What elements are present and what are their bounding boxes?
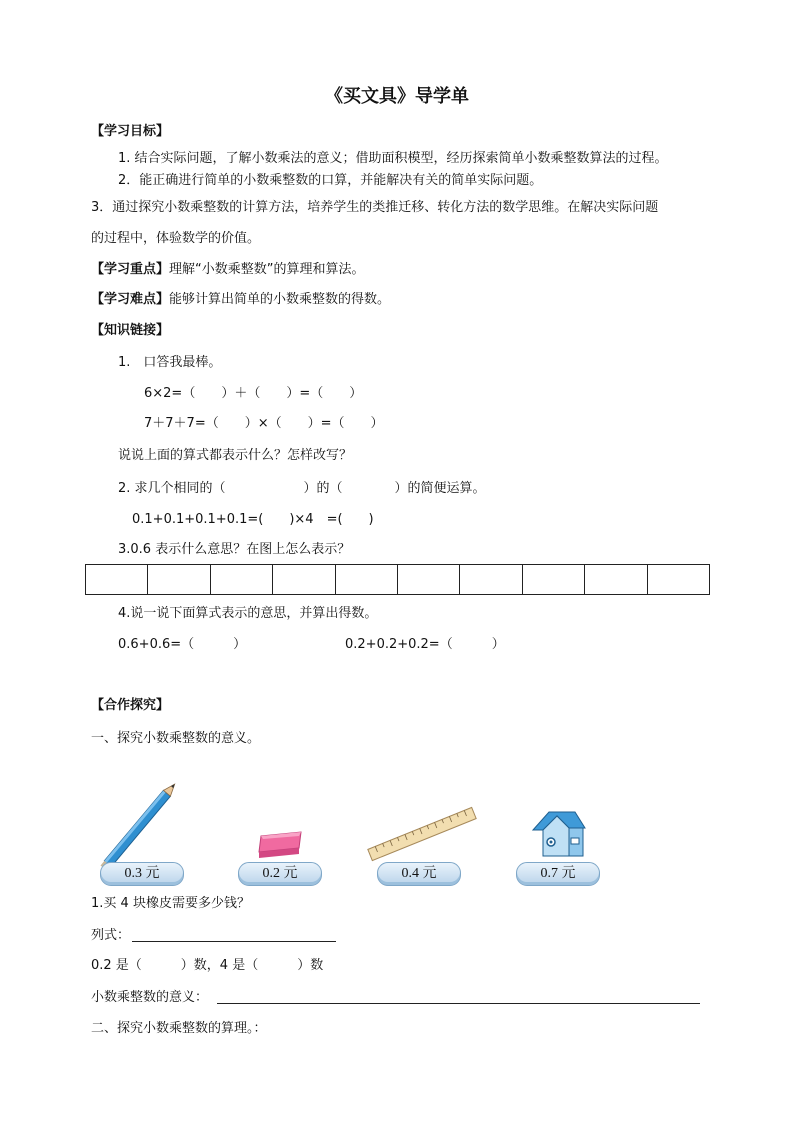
grid-cell: [210, 565, 272, 595]
explore-part1: 一、探究小数乘整数的意义。: [91, 731, 261, 746]
grid-cell: [397, 565, 459, 595]
decimal-grid: [85, 564, 710, 595]
explore-blank-line: 0.2 是（ ）数，4 是（ ）数: [91, 958, 324, 973]
grid-cell: [148, 565, 210, 595]
links-eq2: 7＋7＋7=（ ）×（ ）=（ ）: [144, 416, 384, 431]
links-q4: 4.说一说下面算式表示的意思，并算出得数。: [118, 606, 378, 621]
price-tag-ruler: 0.4 元: [377, 862, 461, 886]
formula-answer-line[interactable]: [132, 941, 336, 942]
price-tag-pencil: 0.3 元: [100, 862, 184, 886]
goal-item-2: 2．能正确进行简单的小数乘整数的口算，并能解决有关的简单实际问题。: [118, 173, 543, 188]
links-heading: 【知识链接】: [91, 323, 170, 338]
difficulty: [91, 292, 390, 308]
goal-item-3-cont: 的过程中，体验数学的价值。: [91, 231, 261, 246]
goals-heading: 【学习目标】: [91, 124, 170, 139]
difficulty-text: 能够计算出简单的小数乘整数的得数。: [169, 292, 391, 307]
pencil-icon: [96, 782, 186, 868]
links-q3: 3.0.6 表示什么意思？在图上怎么表示？: [118, 542, 351, 557]
meaning-answer-line[interactable]: [217, 1003, 700, 1004]
key-point: [91, 262, 365, 278]
links-eq5: 0.2+0.2+0.2=（ ）: [345, 637, 505, 652]
links-q1: 1. 口答我最棒。: [118, 355, 222, 370]
grid-cell: [273, 565, 335, 595]
meaning-label: 小数乘整数的意义：: [91, 990, 209, 1005]
explore-heading: 【合作探究】: [91, 698, 170, 713]
grid-cell: [460, 565, 522, 595]
key-point-text: 理解“小数乘整数”的算理和算法。: [169, 262, 365, 277]
price-tag-eraser: 0.2 元: [238, 862, 322, 886]
grid-cell: [522, 565, 584, 595]
key-point-heading: 【学习重点】: [91, 262, 170, 277]
explore-q1: 1.买 4 块橡皮需要多少钱？: [91, 896, 250, 911]
goal-item-3: 3．通过探究小数乘整数的计算方法，培养学生的类推迁移、转化方法的数学思维。在解决实际问题: [91, 200, 659, 215]
page-title: 《买文具》导学单: [325, 86, 469, 107]
grid-cell: [335, 565, 397, 595]
goal-item-1: 1. 结合实际问题，了解小数乘法的意义；借助面积模型，经历探索简单小数乘整数算法的过程。: [118, 151, 668, 166]
ruler-icon: [366, 806, 478, 862]
formula-label: 列式：: [91, 928, 131, 943]
house-sharpener-icon: [529, 808, 587, 860]
grid-cell: [86, 565, 148, 595]
eraser-icon: [255, 830, 303, 858]
links-eq4: 0.6+0.6=（ ）: [118, 637, 247, 652]
links-q2: 2. 求几个相同的（ ）的（ ）的简便运算。: [118, 481, 486, 496]
grid-cell: [647, 565, 709, 595]
explore-part2: 二、探究小数乘整数的算理。：: [91, 1021, 267, 1036]
links-eq3: 0.1+0.1+0.1+0.1=( )×4 =( ): [132, 512, 374, 527]
price-tag-sharpener: 0.7 元: [516, 862, 600, 886]
difficulty-heading: 【学习难点】: [91, 292, 170, 307]
links-eq1: 6×2=（ ）＋（ ）=（ ）: [144, 386, 363, 401]
links-q1-followup: 说说上面的算式都表示什么？怎样改写？: [118, 448, 353, 463]
grid-cell: [585, 565, 647, 595]
